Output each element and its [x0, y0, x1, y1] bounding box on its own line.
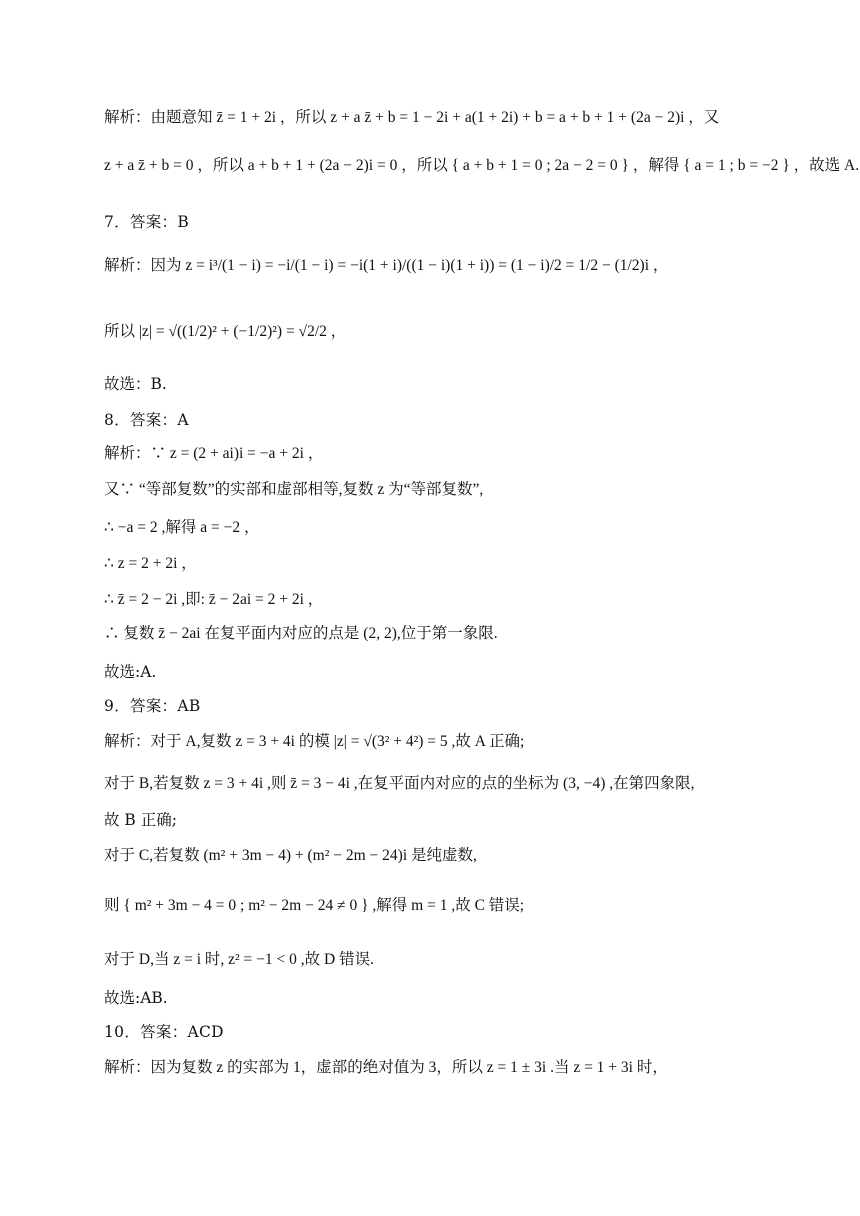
text-line: 对于 D,当 z = i 时, z² = −1 < 0 ,故 D 错误. [104, 951, 374, 968]
text-line: 对于 C,若复数 (m² + 3m − 4) + (m² − 2m − 24)i 是纯虚数, [104, 847, 477, 864]
text-line: 故 B 正确; [104, 811, 177, 829]
text-line: z + a z̄ + b = 0 ，所以 a + b + 1 + (2a − 2)i = 0 ，所以 { a + b + 1 = 0 ; 2a − 2 = 0 } ，解得 { a = 1 ; b = −2 } ，故选 A. [104, 157, 860, 174]
text-line: 解析：因为复数 z 的实部为 1，虚部的绝对值为 3，所以 z = 1 ± 3i .当 z = 1 + 3i 时， [104, 1059, 668, 1076]
answer-heading: 7．答案：B [104, 213, 190, 231]
text-line: 解析：∵ z = (2 + ai)i = −a + 2i ， [104, 445, 324, 462]
text-line: 所以 |z| = √((1/2)² + (−1/2)²) = √2/2 ， [104, 323, 347, 340]
text-line: 则 { m² + 3m − 4 = 0 ; m² − 2m − 24 ≠ 0 } ,解得 m = 1 ,故 C 错误; [104, 897, 525, 914]
text-line: 故选:A. [104, 663, 157, 681]
text-line: 解析：对于 A,复数 z = 3 + 4i 的模 |z| = √(3² + 4²) = 5 ,故 A 正确; [104, 733, 525, 750]
answer-heading: 10．答案：ACD [104, 1023, 224, 1041]
answer-heading: 9．答案：AB [104, 697, 201, 715]
text-line: ∴ −a = 2 ,解得 a = −2 ， [104, 519, 260, 536]
text-line: 故选：B. [104, 375, 167, 393]
text-line: 对于 B,若复数 z = 3 + 4i ,则 z̄ = 3 − 4i ,在复平面内对应的点的坐标为 (3, −4) ,在第四象限, [104, 775, 695, 792]
text-line: ∴ 复数 z̄ − 2ai 在复平面内对应的点是 (2, 2),位于第一象限. [104, 625, 498, 642]
answer-heading: 8．答案：A [104, 411, 189, 429]
text-line: 解析：由题意知 z̄ = 1 + 2i ，所以 z + a z̄ + b = 1 − 2i + a(1 + 2i) + b = a + b + 1 + (2a − 2)i ，又 [104, 109, 720, 126]
text-line: 又∵ “等部复数”的实部和虚部相等,复数 z 为“等部复数”, [104, 481, 484, 498]
text-line: ∴ z = 2 + 2i ， [104, 555, 197, 572]
text-line: ∴ z̄ = 2 − 2i ,即: z̄ − 2ai = 2 + 2i ， [104, 591, 324, 608]
text-line: 解析：因为 z = i³/(1 − i) = −i/(1 − i) = −i(1 + i)/((1 − i)(1 + i)) = (1 − i)/2 = 1/2 − (1/2)i ， [104, 257, 669, 274]
text-line: 故选:AB. [104, 989, 168, 1007]
